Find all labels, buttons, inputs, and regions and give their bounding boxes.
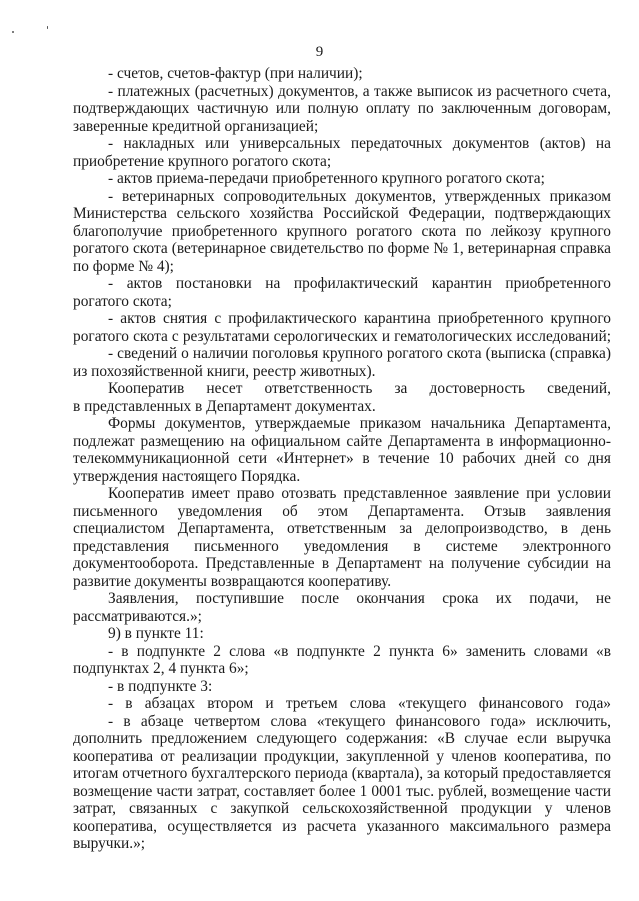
text-line: Формы документов, утверждаемые приказом начальника Департамента, xyxy=(108,415,611,432)
text-line: рогатого скота; xyxy=(73,292,172,310)
text-line: выручки.»; xyxy=(73,835,146,852)
text-line: Кооператив имеет право отозвать представленное заявление при условии xyxy=(108,485,611,502)
page-number: 9 xyxy=(315,44,324,60)
text-line: - в подпункте 2 слова «в подпункте 2 пункта 6» заменить словами «в xyxy=(108,642,611,660)
text-line: итогам отчетного бухгалтерского периода (квартала), за который предоставляется xyxy=(73,765,611,782)
text-line: рогатого скота с результатами серологических и гематологических исследований; xyxy=(73,327,611,345)
text-line: Заявления, поступившие после окончания срока их подачи, не xyxy=(108,590,611,607)
text-line: - счетов, счетов-фактур (при наличии); xyxy=(108,65,363,82)
text-line: - ветеринарных сопроводительных документов, утвержденных приказом xyxy=(108,187,611,205)
text-line: развитие документы возвращаются кооперативу. xyxy=(73,572,392,590)
text-line: по форме № 4); xyxy=(73,257,174,275)
text-line: рогатого скота (ветеринарное свидетельство по форме № 1, ветеринарная справка xyxy=(73,240,611,257)
text-line: приобретение крупного рогатого скота; xyxy=(73,152,332,170)
text-line: телекоммуникационной сети «Интернет» в течение 10 рабочих дней со дня xyxy=(73,450,611,467)
text-line: - актов снятия с профилактического карантина приобретенного крупного xyxy=(108,310,611,327)
text-line: - в абзаце четвертом слова «текущего финансового года» исключить, xyxy=(108,712,611,730)
text-line: - сведений о наличии поголовья крупного рогатого скота (выписка (справка) xyxy=(108,345,611,362)
text-line: - в абзацах втором и третьем слова «текущего финансового года» xyxy=(108,695,611,712)
text-line: подлежат размещению на официальном сайте Департамента в информационно- xyxy=(73,432,611,450)
text-line: письменного уведомления об этом Департамента. Отзыв заявления xyxy=(73,502,611,520)
text-line: возмещение части затрат, составляет более 1 0001 тыс. рублей, возмещение части xyxy=(73,782,611,800)
scan-speck xyxy=(47,26,48,29)
text-line: представления письменного уведомления в системе электронного xyxy=(73,537,611,555)
text-line: затрат, связанных с закупкой сельскохозяйственной продукции у членов xyxy=(73,800,611,817)
text-line: - в подпункте 3: xyxy=(108,677,213,695)
text-line: утверждения настоящего Порядка. xyxy=(73,467,301,485)
scan-speck xyxy=(12,31,14,33)
text-line: подпунктах 2, 4 пункта 6»; xyxy=(73,660,249,677)
text-line: дополнить предложением следующего содержания: «В случае если выручка xyxy=(73,730,611,747)
text-line: 9) в пункте 11: xyxy=(108,625,204,642)
text-line: в представленных в Департамент документах. xyxy=(73,397,376,415)
text-line: - накладных или универсальных передаточных документов (актов) на xyxy=(108,135,611,152)
text-line: - актов приема-передачи приобретенного крупного рогатого скота; xyxy=(108,170,545,187)
text-line: Кооператив несет ответственность за достоверность сведений, xyxy=(108,380,611,397)
text-line: документооборота. Представленные в Департамент на получение субсидии на xyxy=(73,555,611,572)
text-line: благополучие приобретенного крупного рогатого скота по лейкозу крупного xyxy=(73,222,611,240)
document-body xyxy=(73,65,611,853)
text-line: специалистом Департамента, ответственным за делопроизводство, в день xyxy=(73,520,611,537)
text-line: подтверждающих частичную или полную оплату по заключенным договорам, xyxy=(73,100,611,117)
text-line: - актов постановки на профилактический карантин приобретенного xyxy=(108,275,611,292)
text-line: Министерства сельского хозяйства Российской Федерации, подтверждающих xyxy=(73,205,611,222)
text-line: кооператива, осуществляется из расчета указанного максимального размера xyxy=(73,817,611,835)
text-line: - платежных (расчетных) документов, а также выписок из расчетного счета, xyxy=(108,82,611,100)
text-line: рассматриваются.»; xyxy=(73,607,202,625)
text-line: кооператива от реализации продукции, закупленной у членов кооператива, по xyxy=(73,747,611,765)
text-line: из похозяйственной книги, реестр животных). xyxy=(73,362,376,380)
text-line: заверенные кредитной организацией; xyxy=(73,117,319,135)
